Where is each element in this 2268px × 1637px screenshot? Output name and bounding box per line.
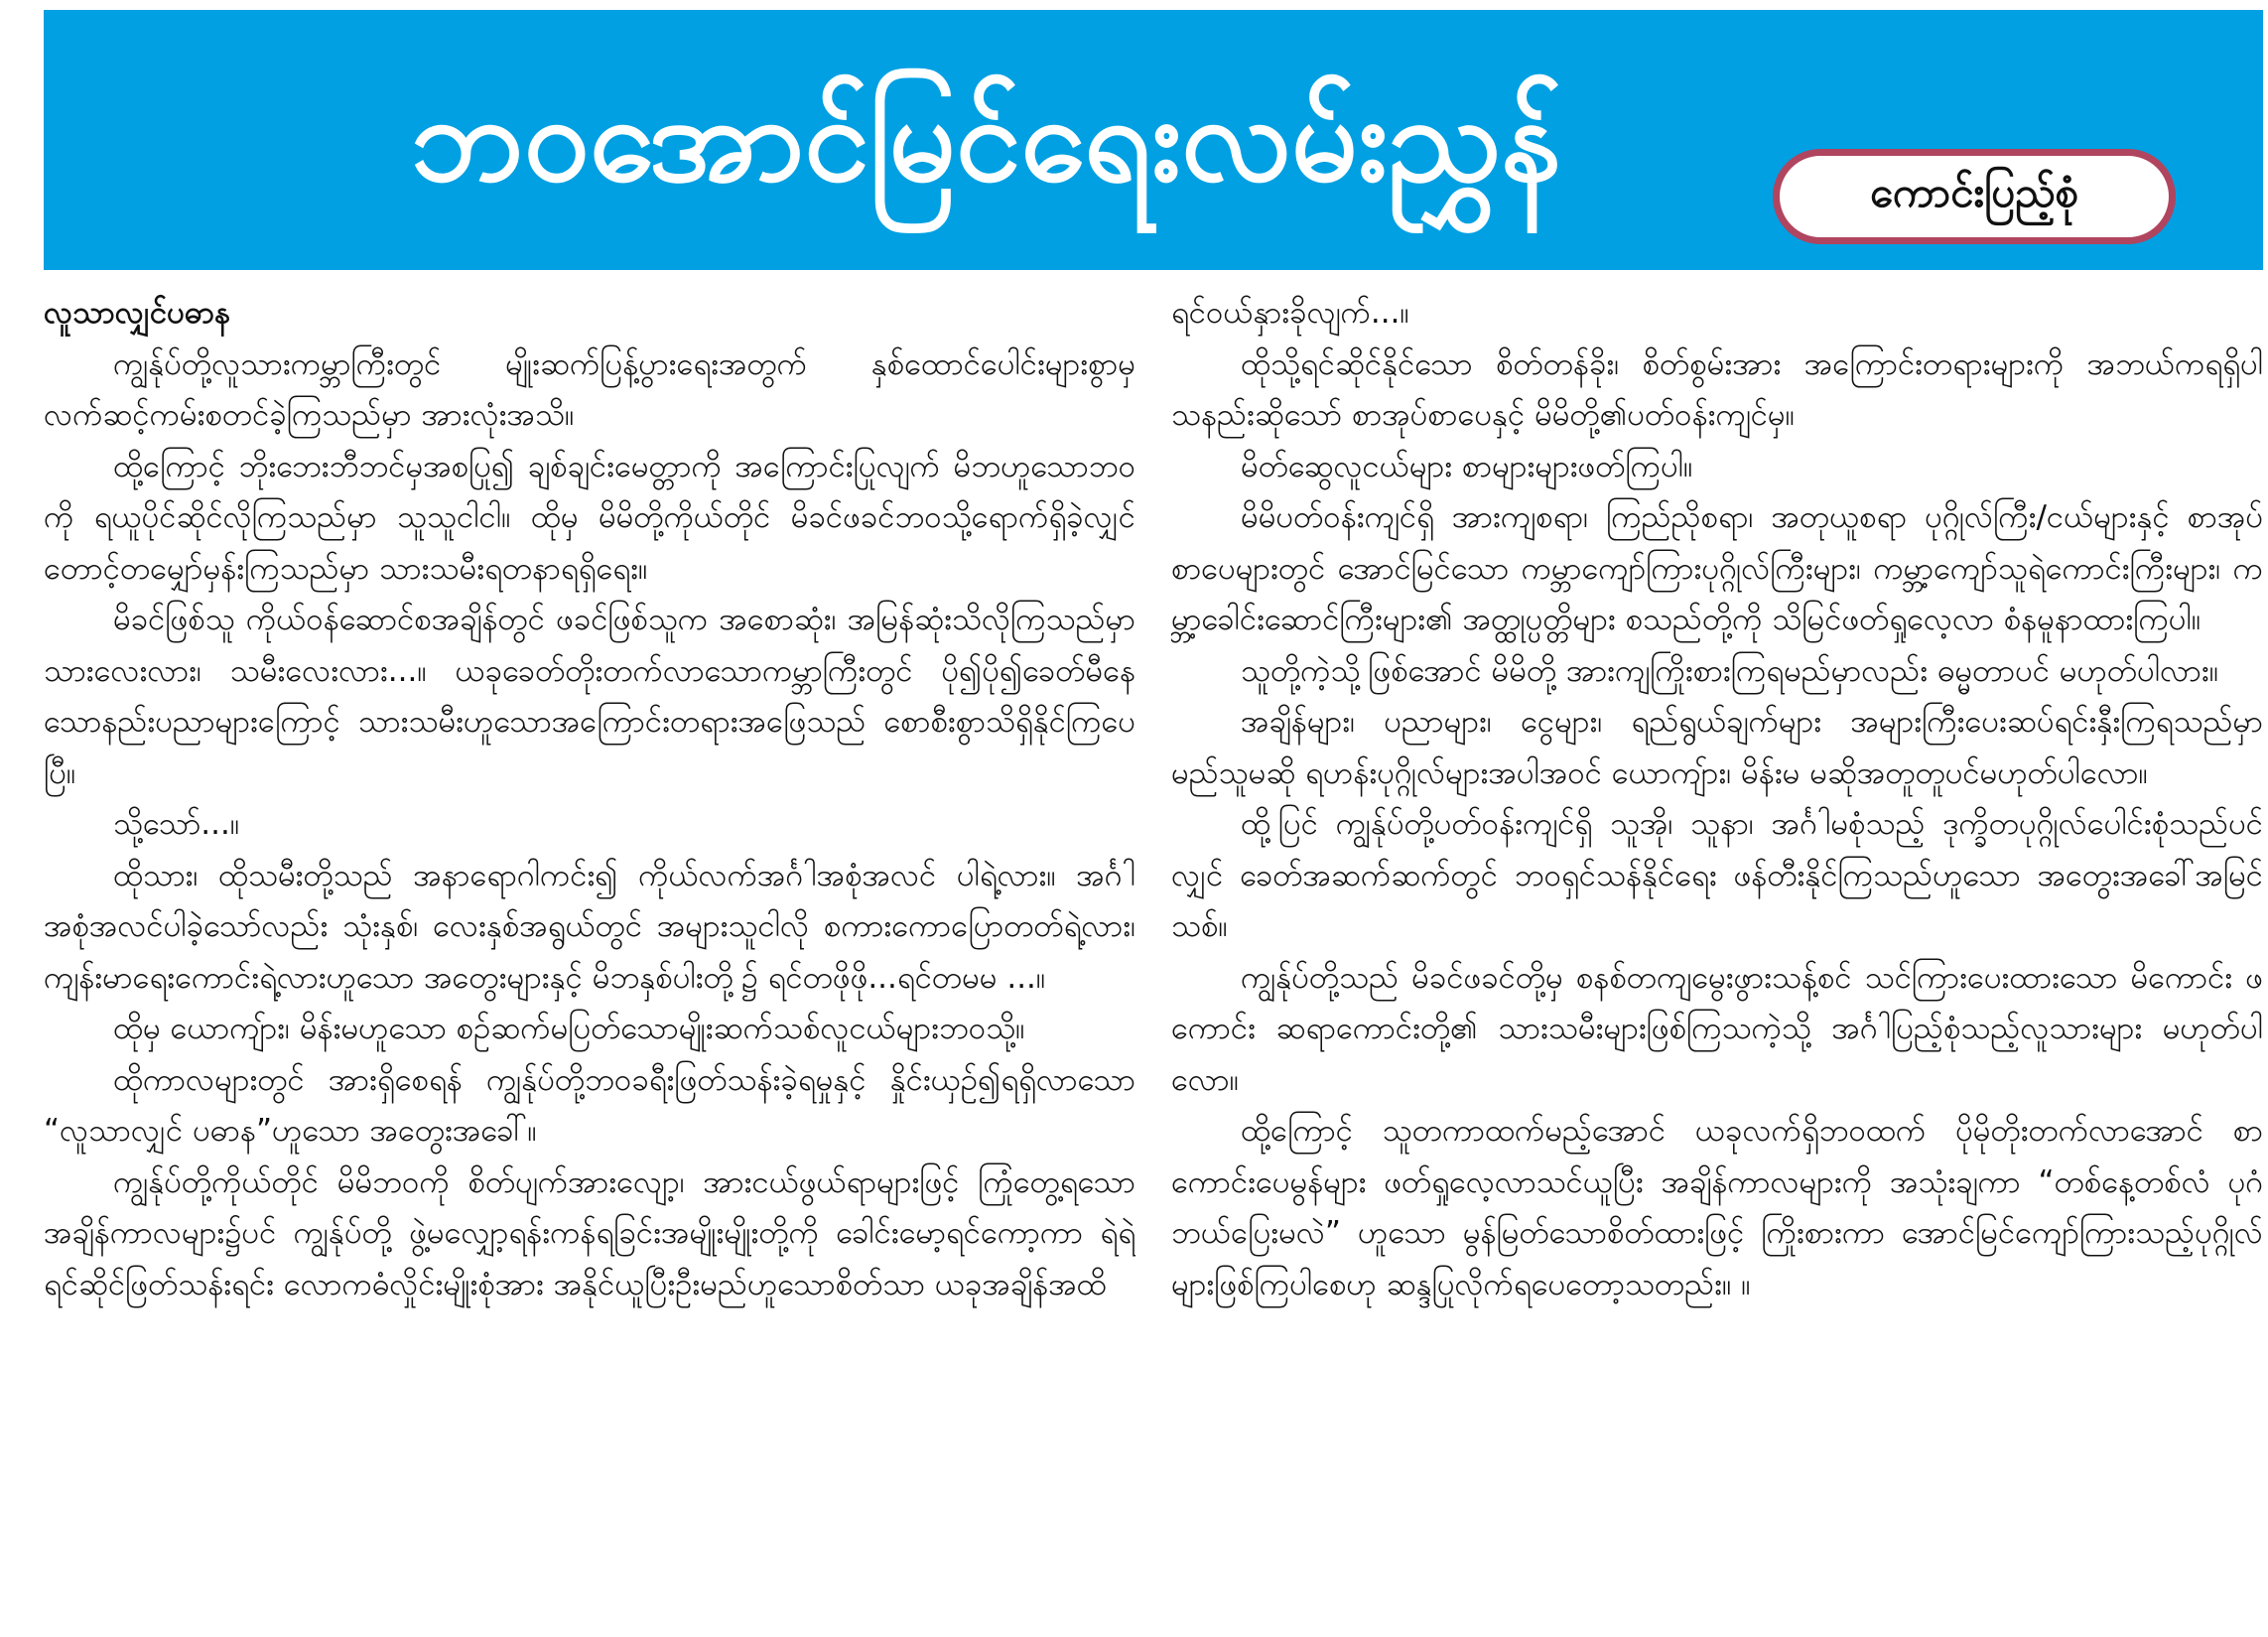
section-heading: လူသာလျှင်ပဓာန: [44, 295, 231, 331]
paragraph: ထိုသို့ရင်ဆိုင်နိုင်သော စိတ်တန်ခိုး၊ စိတ်စွမ်းအား အကြောင်းတရားများကို အဘယ်ကရရှိပါသနည်းဆိုသော် စာအုပ်စာပေနှင့် မိမိတို့၏ပတ်ဝန်းကျင်မှ။: [1171, 345, 2263, 433]
article-title: ဘဝအောင်မြင်ရေးလမ်းညွှန်: [411, 70, 1562, 207]
paragraph: ထို့ကြောင့် သူတကာထက်မည့်အောင် ယခုလက်ရှိဘဝထက် ပိုမိုတိုးတက်လာအောင် စာကောင်းပေမွန်များ ဖတ်ရှုလေ့လာသင်ယူပြီး အချိန်ကာလများကို အသုံးချကာ “တစ်နေ့တစ်လံ ပုဂံဘယ်ပြေးမလဲ” ဟူသော မွန်မြတ်သောစိတ်ထားဖြင့် ကြိုးစားကာ အောင်မြင်ကျော်ကြားသည့်ပုဂ္ဂိုလ်များဖြစ်ကြပါစေဟု ဆန္ဒပြုလိုက်ရပေတော့သတည်း။ ။: [1171, 1113, 2263, 1302]
article-column-left: [44, 288, 1135, 1633]
paragraph: သူတို့ကဲ့သို့ဖြစ်အောင် မိမိတို့ အားကျကြိုးစားကြရမည်မှာလည်း ဓမ္မတာပင် မဟုတ်ပါလား။: [1241, 652, 2219, 689]
paragraph: မိတ်ဆွေလူငယ်များ စာများများဖတ်ကြပါ။: [1241, 448, 1693, 484]
paragraph: ထိုမှ ယောကျ်ား၊ မိန်းမဟူသော စဉ်ဆက်မပြတ်သောမျိုးဆက်သစ်လူငယ်များဘဝသို့။: [113, 1011, 1025, 1046]
paragraph: မိခင်ဖြစ်သူ ကိုယ်ဝန်ဆောင်စအချိန်တွင် ဖခင်ဖြစ်သူက အစောဆုံး၊ အမြန်ဆုံးသိလိုကြသည်မှာ သားလေးလား၊ သမီးလေးလား...။ ယခုခေတ်တိုးတက်လာသောကမ္ဘာကြီးတွင် ပို၍ပို၍ခေတ်မီနေသောနည်းပညာများကြောင့် သားသမီးဟူသောအကြောင်းတရားအဖြေသည် စောစီးစွာသိရှိနိုင်ကြပေပြီ။: [44, 602, 1135, 791]
paragraph: အချိန်များ၊ ပညာများ၊ ငွေများ၊ ရည်ရွယ်ချက်များ အများကြီးပေးဆပ်ရင်းနှီးကြရသည်မှာ မည်သူမဆို ရဟန်းပုဂ္ဂိုလ်များအပါအဝင် ယောကျ်ား၊ မိန်းမ မဆိုအတူတူပင်မဟုတ်ပါလော။: [1171, 704, 2263, 791]
paragraph: ထိုကာလများတွင် အားရှိစေရန် ကျွန်ုပ်တို့ဘဝခရီးဖြတ်သန်းခဲ့ရမှုနှင့် နှိုင်းယှဉ်၍ရရှိလာသော “လူသာလျှင် ပဓာန”ဟူသော အတွေးအခေါ်။: [44, 1061, 1135, 1149]
paragraph: ထိုသား၊ ထိုသမီးတို့သည် အနာရောဂါကင်း၍ ကိုယ်လက်အင်္ဂါအစုံအလင် ပါရဲ့လား။ အင်္ဂါအစုံအလင်ပါခဲ့သော်လည်း သုံးနှစ်၊ လေးနှစ်အရွယ်တွင် အများသူငါလို စကားကောပြောတတ်ရဲ့လား၊ ကျန်းမာရေးကောင်းရဲ့လားဟူသော အတွေးများနှင့် မိဘနှစ်ပါးတို့၌ ရင်တဖိုဖို...ရင်တမမ ...။: [44, 857, 1135, 996]
paragraph: ကျွန်ုပ်တို့လူသားကမ္ဘာကြီးတွင် မျိုးဆက်ပြန့်ပွားရေးအတွက် နှစ်ထောင်ပေါင်းများစွာမှ လက်ဆင့်ကမ်းစတင်ခဲ့ကြသည်မှာ အားလုံးအသိ။: [44, 345, 1135, 433]
paragraph: ကျွန်ုပ်တို့သည် မိခင်ဖခင်တို့မှ စနစ်တကျမွေးဖွားသန့်စင် သင်ကြားပေးထားသော မိကောင်း ဖကောင်း ဆရာကောင်းတို့၏ သားသမီးများဖြစ်ကြသကဲ့သို့ အင်္ဂါပြည့်စုံသည့်လူသားများ မဟုတ်ပါလော။: [1171, 959, 2263, 1098]
paragraph: ထို့ပြင် ကျွန်ုပ်တို့ပတ်ဝန်းကျင်ရှိ သူအို၊ သူနာ၊ အင်္ဂါမစုံသည့် ဒုက္ခိတပုဂ္ဂိုလ်ပေါင်းစုံသည်ပင်လျှင် ခေတ်အဆက်ဆက်တွင် ဘဝရှင်သန်နိုင်ရေး ဖန်တီးနိုင်ကြသည်ဟူသော အတွေးအခေါ်အမြင်သစ်။: [1171, 806, 2263, 944]
paragraph: ကျွန်ုပ်တို့ကိုယ်တိုင် မိမိဘဝကို စိတ်ပျက်အားလျော့၊ အားငယ်ဖွယ်ရာများဖြင့် ကြုံတွေ့ရသောအချိန်ကာလများ၌ပင် ကျွန်ုပ်တို့ ဖွဲ့မလျှော့ရန်းကန်ရခြင်းအမျိုးမျိုးတို့ကို ခေါင်းမော့ရင်ကော့ကာ ရဲရဲရင်ဆိုင်ဖြတ်သန်းရင်း လောကဓံလှိုင်းမျိုးစုံအား အနိုင်ယူပြီးဦးမည်ဟူသောစိတ်သာ ယခုအချိန်အထိ: [44, 1163, 1135, 1302]
author-badge: ကောင်းပြည့်စုံ: [1773, 149, 2176, 244]
paragraph: ထို့ကြောင့် ဘိုးဘေးဘီဘင်မှအစပြု၍ ချစ်ချင်းမေတ္တာကို အကြောင်းပြုလျက် မိဘဟူသောဘဝကို ရယူပိုင်ဆိုင်လိုကြသည်မှာ သူသူငါငါ။ ထိုမှ မိမိတို့ကိုယ်တိုင် မိခင်ဖခင်ဘဝသို့ရောက်ရှိခဲ့လျှင် တောင့်တမျှော်မှန်းကြသည်မှာ သားသမီးရတနာရရှိရေး။: [44, 448, 1135, 587]
paragraph: ရင်ဝယ်နှားခိုလျက်...။: [1171, 295, 1409, 331]
header-banner: [44, 10, 2263, 270]
article-column-right: [1171, 288, 2263, 1633]
paragraph: မိမိပတ်ဝန်းကျင်ရှိ အားကျစရာ၊ ကြည်ညိုစရာ၊ အတုယူစရာ ပုဂ္ဂိုလ်ကြီး/ငယ်များနှင့် စာအုပ်စာပေများတွင် အောင်မြင်သော ကမ္ဘာကျော်ကြားပုဂ္ဂိုလ်ကြီးများ၊ ကမ္ဘာ့ကျော်သူရဲကောင်းကြီးများ၊ ကမ္ဘာ့ခေါင်းဆောင်ကြီးများ၏ အတ္ထုပ္ပတ္တိများ စသည်တို့ကို သိမြင်ဖတ်ရှုလေ့လာ စံနမူနာထားကြပါ။: [1171, 499, 2263, 637]
paragraph: သို့သော်...။: [113, 806, 240, 842]
